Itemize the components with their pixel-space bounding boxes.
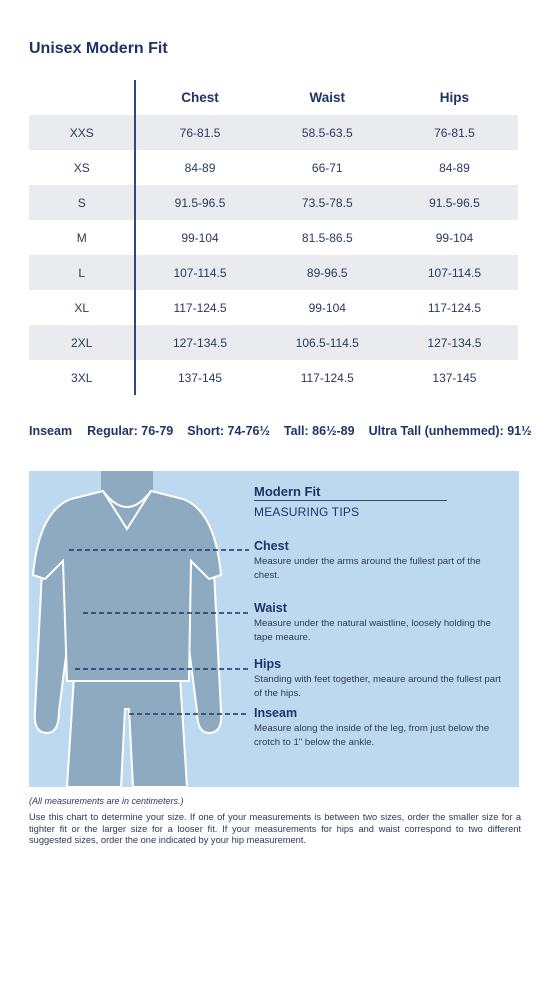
header-waist: Waist	[309, 90, 346, 105]
size-cell: XXS	[29, 115, 135, 150]
inseam-short: Short: 74-76½	[187, 424, 270, 438]
size-cell: XS	[29, 150, 135, 185]
table-row	[29, 325, 518, 360]
chest-cell: 99-104	[181, 230, 219, 245]
hips-cell: 117-124.5	[427, 300, 482, 315]
page-title: Unisex Modern Fit	[29, 40, 168, 57]
waist-cell: 89-96.5	[264, 255, 391, 290]
size-cell: M	[29, 220, 135, 255]
size-cell: S	[29, 185, 135, 220]
tip-chest	[254, 539, 504, 582]
tip-hips	[254, 657, 504, 700]
hips-cell: 84-89	[439, 160, 470, 175]
inseam-label: Inseam	[29, 424, 73, 438]
chest-cell: 117-124.5	[173, 300, 227, 315]
waist-cell: 73.5-78.5	[264, 185, 391, 220]
hips-cell: 91.5-96.5	[391, 185, 518, 220]
chest-cell: 127-134.5	[135, 325, 263, 360]
tip-description: Standing with feet together, meaure around the fullest part of the hips.	[254, 674, 501, 699]
sizing-instructions: Use this chart to determine your size. If one of your measurements is between two sizes, order the smaller size for a tighter fit or the larger size for a looser fit. If your measurements for hips and waist correspond to two different suggested sizes, order the one indicated by your hip measurement.	[29, 812, 521, 845]
measuring-tips-panel	[29, 471, 519, 787]
inseam-lengths	[29, 424, 532, 438]
table-row	[29, 360, 518, 395]
chest-cell: 137-145	[178, 370, 223, 385]
tip-name: Waist	[254, 601, 287, 615]
table-row	[29, 115, 518, 150]
tips-heading: Modern Fit	[254, 484, 447, 501]
tip-waist	[254, 601, 504, 644]
hips-cell: 99-104	[435, 230, 474, 245]
tip-name: Hips	[254, 657, 282, 671]
waist-cell: 58.5-63.5	[264, 115, 391, 150]
hips-cell: 127-134.5	[391, 325, 518, 360]
waist-cell: 81.5-86.5	[301, 230, 353, 245]
chest-cell: 91.5-96.5	[135, 185, 263, 220]
waist-cell: 99-104	[308, 300, 346, 315]
inseam-tall: Tall: 86½-89	[283, 424, 355, 438]
size-chart-table	[29, 80, 518, 395]
tip-name: Chest	[254, 539, 289, 553]
waist-cell: 66-71	[311, 160, 343, 175]
waist-cell: 117-124.5	[300, 370, 354, 385]
tips-subheading: MEASURING TIPS	[254, 505, 360, 519]
tip-name: Inseam	[254, 706, 298, 720]
table-row	[29, 255, 518, 290]
waist-cell: 106.5-114.5	[264, 325, 391, 360]
table-row	[29, 220, 518, 255]
hips-cell: 76-81.5	[391, 115, 518, 150]
tip-inseam	[254, 706, 504, 749]
size-cell: 3XL	[29, 360, 135, 395]
chest-cell: 107-114.5	[135, 255, 263, 290]
header-size	[29, 80, 135, 115]
hips-cell: 137-145	[432, 370, 477, 385]
units-footnote: (All measurements are in centimeters.)	[29, 796, 184, 806]
size-cell: XL	[29, 290, 135, 325]
table-header-row	[29, 80, 518, 115]
tip-description: Measure along the inside of the leg, from just below the crotch to 1" below the ankle.	[254, 723, 490, 748]
chest-cell: 84-89	[184, 160, 216, 175]
table-row	[29, 150, 518, 185]
inseam-ultra-tall: Ultra Tall (unhemmed): 91½	[368, 424, 532, 438]
header-hips: Hips	[439, 90, 470, 105]
table-row	[29, 290, 518, 325]
chest-cell: 76-81.5	[135, 115, 263, 150]
tip-description: Measure under the natural waistline, loosely holding the tape meaure.	[254, 618, 491, 643]
size-cell: 2XL	[29, 325, 135, 360]
tip-description: Measure under the arms around the fullest part of the chest.	[254, 556, 481, 581]
hips-cell: 107-114.5	[391, 255, 518, 290]
size-cell: L	[29, 255, 135, 290]
inseam-regular: Regular: 76-79	[87, 424, 174, 438]
header-chest: Chest	[181, 90, 219, 105]
table-row	[29, 185, 518, 220]
